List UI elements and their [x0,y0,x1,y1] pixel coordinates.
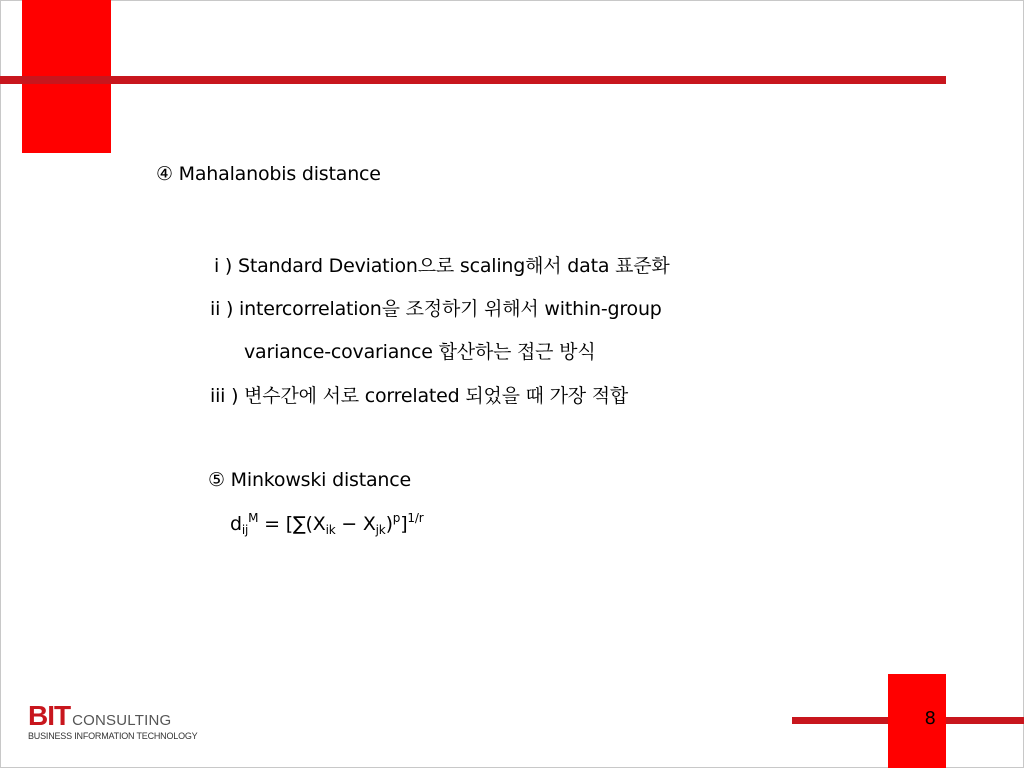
bottom-red-line-right [946,717,1024,724]
logo-consulting-text: CONSULTING [72,712,172,729]
formula-d: d [230,513,242,535]
formula-x2-subscript: jk [375,523,386,537]
item-correlated: iii ) 변수간에 서로 correlated 되었을 때 가장 적합 [210,385,629,407]
formula-exponent: 1/r [407,511,424,525]
logo-bit-text: BIT [28,700,71,731]
heading-minkowski: ⑤ Minkowski distance [208,469,412,491]
bottom-red-line-left [792,717,888,724]
item-standard-deviation: i ) Standard Deviation으로 scaling해서 data 표준화 [214,255,670,277]
formula-x1-subscript: ik [325,523,336,537]
page-number-box [888,674,946,768]
minkowski-formula [230,511,423,537]
item-intercorrelation-continued: variance-covariance 합산하는 접근 방식 [244,341,596,363]
page-number: 8 [924,708,936,729]
company-logo [28,702,198,741]
formula-bracket: ] [400,513,408,535]
formula-p-superscript: p [392,511,401,525]
formula-close-paren: ) [385,513,393,535]
top-red-line [0,76,946,84]
formula-d-superscript: M [248,511,259,525]
formula-mid: = [∑(X [258,513,326,535]
item-intercorrelation: ii ) intercorrelation을 조정하기 위해서 within-group [210,298,662,320]
heading-mahalanobis: ④ Mahalanobis distance [156,163,381,185]
formula-minus: − X [335,513,376,535]
logo-tagline: BUSINESS INFORMATION TECHNOLOGY [28,731,198,741]
formula-d-subscript: ij [241,523,249,537]
